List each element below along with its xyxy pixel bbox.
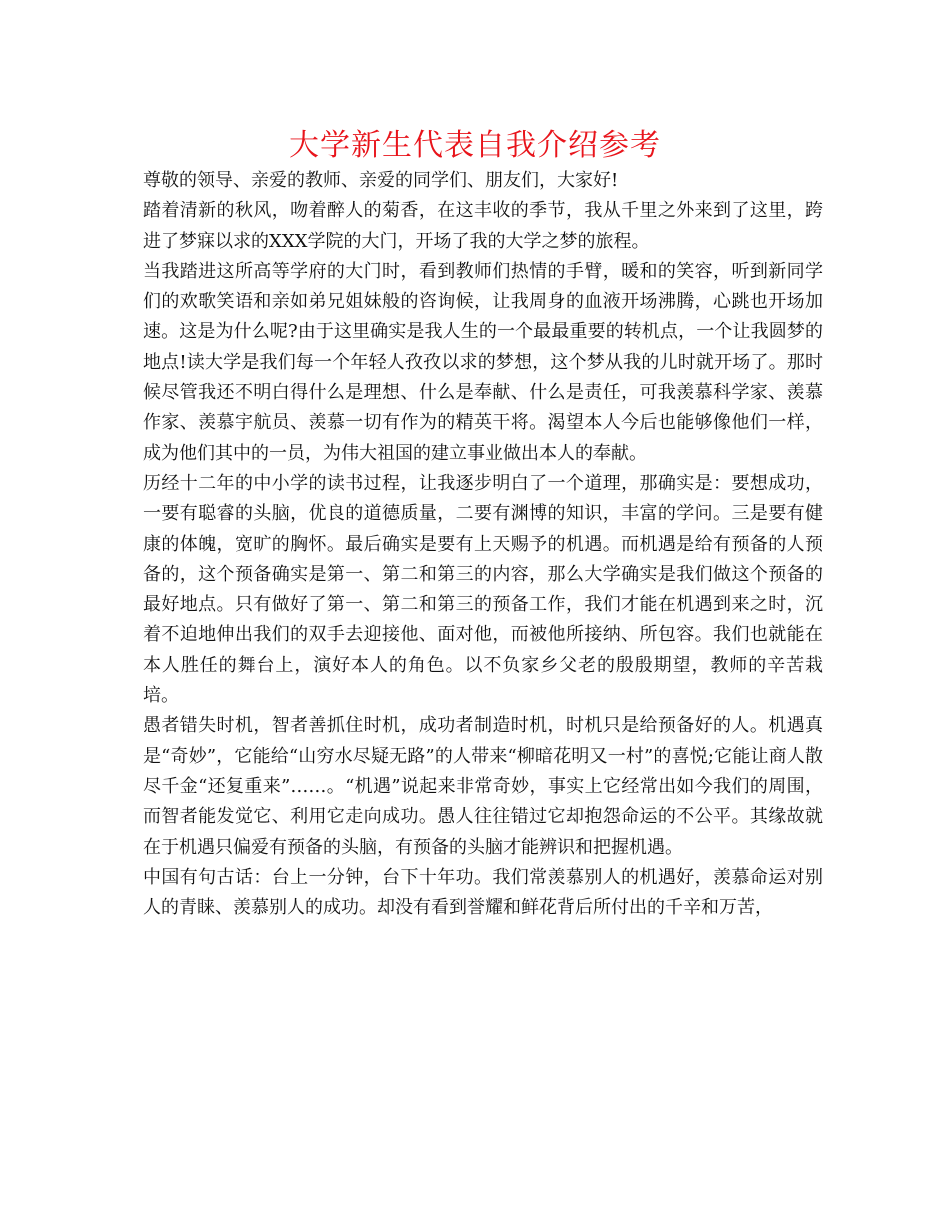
- paragraph-success-principles: 历经十二年的中小学的读书过程，让我逐步明白了一个道理，那确实是：要想成功，一要有聪睿的头脑，优良的道德质量，二要有渊博的知识，丰富的学问。三是要有健康的体魄，宽旷的胸怀。最后确实是要有上天赐予的机遇。而机遇是给有预备的人预备的，这个预备确实是第一、第二和第三的内容，那么大学确实是我们做这个预备的最好地点。只有做好了第一、第二和第三的预备工作，我们才能在机遇到来之时，沉着不迫地伸出我们的双手去迎接他、面对他，而被他所接纳、所包容。我们也就能在本人胜任的舞台上，演好本人的角色。以不负家乡父老的殷殷期望，教师的辛苦栽培。: [143, 472, 823, 707]
- paragraph-arrival: 踏着清新的秋风，吻着醉人的菊香，在这丰收的季节，我从千里之外来到了这里，跨进了梦寐以求的XXX学院的大门，开场了我的大学之梦的旅程。: [143, 200, 823, 252]
- paragraph-opportunity: 愚者错失时机，智者善抓住时机，成功者制造时机，时机只是给预备好的人。机遇真是“奇妙”，它能给“山穷水尽疑无路”的人带来“柳暗花明又一村”的喜悦;它能让商人散尽千金“还复重来”……。“机遇”说起来非常奇妙，事实上它经常出如今我们的周围，而智者能发觉它、利用它走向成功。愚人往往错过它却抱怨命运的不公平。其缘故就在于机遇只偏爱有预备的头脑，有预备的头脑才能辨识和把握机遇。: [143, 715, 823, 858]
- document-title: 大学新生代表自我介绍参考: [289, 128, 661, 163]
- paragraph-first-impression: 当我踏进这所高等学府的大门时，看到教师们热情的手臂，暖和的笑容，听到新同学们的欢歌笑语和亲如弟兄姐妹般的咨询候，让我周身的血液开场沸腾，心跳也开场加速。这是为什么呢?由于这里确实是我人生的一个最最重要的转机点，一个让我圆梦的地点!读大学是我们每一个年轻人孜孜以求的梦想，这个梦从我的儿时就开场了。那时候尽管我还不明白得什么是理想、什么是奉献、什么是责任，可我羡慕科学家、羡慕作家、羡慕宇航员、羡慕一切有作为的精英干将。渴望本人今后也能够像他们一样，成为他们其中的一员，为伟大祖国的建立事业做出本人的奉献。: [143, 260, 823, 464]
- paragraph-proverb: 中国有句古话：台上一分钟，台下十年功。我们常羡慕别人的机遇好，羡慕命运对别人的青睐、羡慕别人的成功。却没有看到誉耀和鲜花背后所付出的千辛和万苦，: [143, 866, 823, 919]
- paragraph-greeting: 尊敬的领导、亲爱的教师、亲爱的同学们、朋友们，大家好!: [143, 170, 619, 191]
- document-body: [143, 166, 823, 923]
